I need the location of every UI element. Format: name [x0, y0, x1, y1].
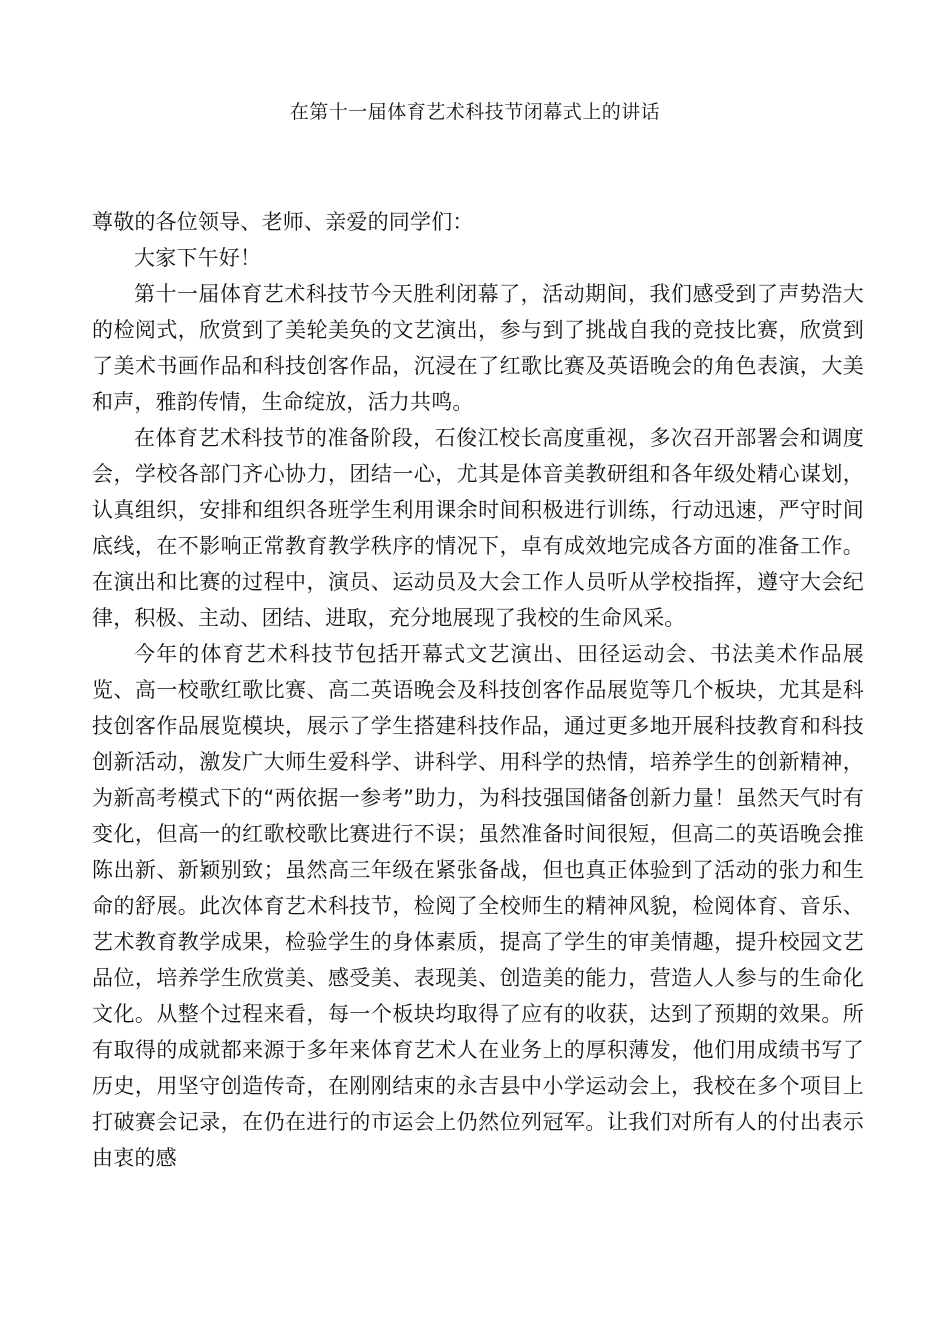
greeting-line: 大家下午好！	[134, 246, 262, 270]
document-title: 在第十一届体育艺术科技节闭幕式上的讲话	[289, 101, 661, 123]
paragraph-1: 第十一届体育艺术科技节今天胜利闭幕了，活动期间，我们感受到了声势浩大的检阅式，欣赏到了美轮美奂的文艺演出，参与到了挑战自我的竞技比赛，欣赏到了美术书画作品和科技创客作品，沉浸在了红歌比赛及英语晚会的角色表演，大美和声，雅韵传情，生命绽放，活力共鸣。	[92, 282, 864, 414]
document-body	[92, 204, 864, 1176]
paragraph-2: 在体育艺术科技节的准备阶段，石俊江校长高度重视，多次召开部署会和调度会，学校各部门齐心协力，团结一心，尤其是体音美教研组和各年级处精心谋划，认真组织，安排和组织各班学生利用课余时间积极进行训练，行动迅速，严守时间底线，在不影响正常教育教学秩序的情况下，卓有成效地完成各方面的准备工作。在演出和比赛的过程中，演员、运动员及大会工作人员听从学校指挥，遵守大会纪律，积极、主动、团结、进取，充分地展现了我校的生命风采。	[92, 426, 864, 630]
salutation-line: 尊敬的各位领导、老师、亲爱的同学们：	[92, 210, 474, 234]
paragraph-3: 今年的体育艺术科技节包括开幕式文艺演出、田径运动会、书法美术作品展览、高一校歌红歌比赛、高二英语晚会及科技创客作品展览等几个板块，尤其是科技创客作品展览模块，展示了学生搭建科技作品，通过更多地开展科技教育和科技创新活动，激发广大师生爱科学、讲科学、用科学的热情，培养学生的创新精神，为新高考模式下的“两依据一参考”助力，为科技强国储备创新力量！虽然天气时有变化，但高一的红歌校歌比赛进行不误；虽然准备时间很短，但高二的英语晚会推陈出新、新颖别致；虽然高三年级在紧张备战，但也真正体验到了活动的张力和生命的舒展。此次体育艺术科技节，检阅了全校师生的精神风貌，检阅体育、音乐、艺术教育教学成果，检验学生的身体素质，提高了学生的审美情趣，提升校园文艺品位，培养学生欣赏美、感受美、表现美、创造美的能力，营造人人参与的生命化文化。从整个过程来看，每一个板块均取得了应有的收获，达到了预期的效果。所有取得的成就都来源于多年来体育艺术人在业务上的厚积薄发，他们用成绩书写了历史，用坚守创造传奇，在刚刚结束的永吉县中小学运动会上，我校在多个项目上打破赛会记录，在仍在进行的市运会上仍然位列冠军。让我们对所有人的付出表示由衷的感	[92, 642, 864, 1170]
